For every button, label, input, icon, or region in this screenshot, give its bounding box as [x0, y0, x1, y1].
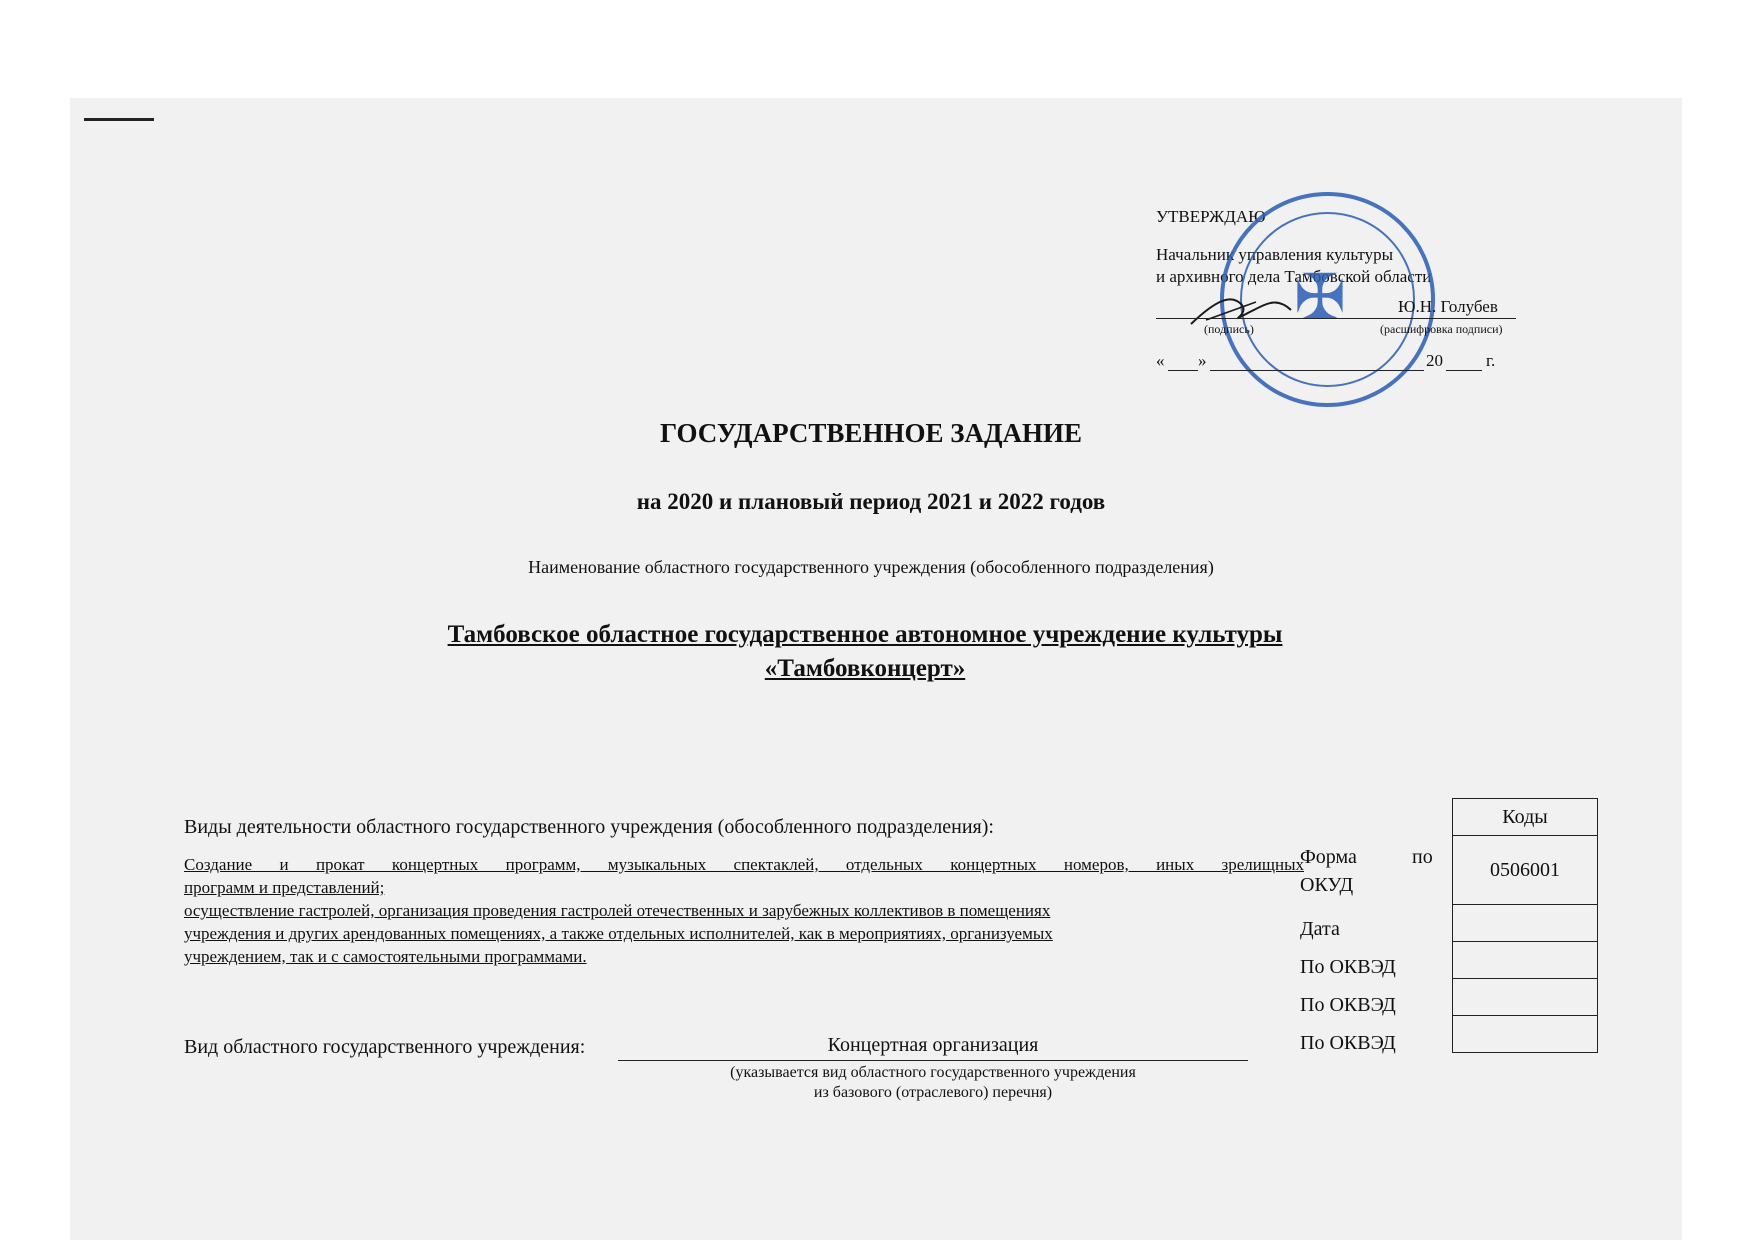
- okved-label-2: По ОКВЭД: [1300, 994, 1396, 1016]
- institution-caption: Наименование областного государственного учреждения (обособленного подразделения): [528, 557, 1214, 577]
- okved-label-1: По ОКВЭД: [1300, 956, 1396, 978]
- date-year-line: [1446, 370, 1482, 371]
- organization-name-line1: Тамбовское областное государственное автономное учреждение культуры: [447, 621, 1283, 648]
- activities-heading: Виды деятельности областного государственного учреждения (обособленного подразделения):: [184, 816, 994, 838]
- approval-position-line1: Начальник управления культуры: [1156, 245, 1394, 264]
- date-year-prefix: 20: [1426, 351, 1443, 370]
- okved-code-cell-1: [1453, 942, 1598, 979]
- date-day-line: [1168, 370, 1198, 371]
- approval-heading: УТВЕРЖДАЮ: [1156, 207, 1266, 226]
- binding-mark: [84, 118, 154, 121]
- form-label-c: ОКУД: [1300, 874, 1354, 896]
- signer-name: Ю.Н. Голубев: [1398, 297, 1498, 316]
- okved-label-3: По ОКВЭД: [1300, 1032, 1396, 1054]
- codes-header: Коды: [1453, 799, 1598, 836]
- activities-line2: программ и представлений;: [184, 878, 385, 897]
- approval-position-line2: и архивного дела Тамбовской области: [1156, 267, 1432, 286]
- okved-code-cell-3: [1453, 1016, 1598, 1053]
- kind-caption-line2: из базового (отраслевого) перечня): [813, 1084, 1053, 1101]
- kind-value-line: [618, 1060, 1248, 1061]
- activities-line4: учреждения и других арендованных помещениях, а также отдельных исполнителей, как в мероприятиях, организуемых: [184, 924, 1053, 943]
- date-code-cell: [1453, 905, 1598, 942]
- kind-value: Концертная организация: [827, 1034, 1039, 1056]
- official-seal-icon: ✠: [1220, 192, 1435, 407]
- activities-line3: осуществление гастролей, организация проведения гастролей отечественных и зарубежных коллективов в помещениях: [184, 901, 1051, 920]
- date-open-quote: «: [1156, 351, 1165, 370]
- document-title: ГОСУДАРСТВЕННОЕ ЗАДАНИЕ: [659, 418, 1083, 448]
- activities-line1: Создание и прокат концертных программ, музыкальных спектаклей, отдельных концертных номеров, иных зрелищных: [184, 855, 1304, 874]
- activities-line5: учреждением, так и с самостоятельными программами.: [184, 947, 587, 966]
- form-label-a: Форма: [1300, 846, 1357, 868]
- okud-code: 0506001: [1453, 836, 1598, 905]
- date-label: Дата: [1300, 918, 1340, 940]
- kind-label: Вид областного государственного учреждения:: [184, 1036, 586, 1058]
- date-close-quote: »: [1198, 351, 1207, 370]
- date-year-suffix: г.: [1486, 351, 1496, 370]
- organization-name-line2: «Тамбовконцерт»: [764, 655, 966, 682]
- codes-table: [1452, 798, 1598, 1053]
- signature-line: [1156, 318, 1516, 319]
- form-label-b: по: [1412, 846, 1433, 868]
- date-month-line: [1210, 370, 1424, 371]
- signature-caption: (подпись): [1204, 322, 1254, 336]
- okved-code-cell-2: [1453, 979, 1598, 1016]
- document-subtitle: на 2020 и плановый период 2021 и 2022 годов: [636, 489, 1106, 514]
- name-caption: (расшифровка подписи): [1380, 322, 1503, 336]
- activities-list: [184, 853, 1304, 968]
- kind-caption-line1: (указывается вид областного государственного учреждения: [730, 1064, 1136, 1081]
